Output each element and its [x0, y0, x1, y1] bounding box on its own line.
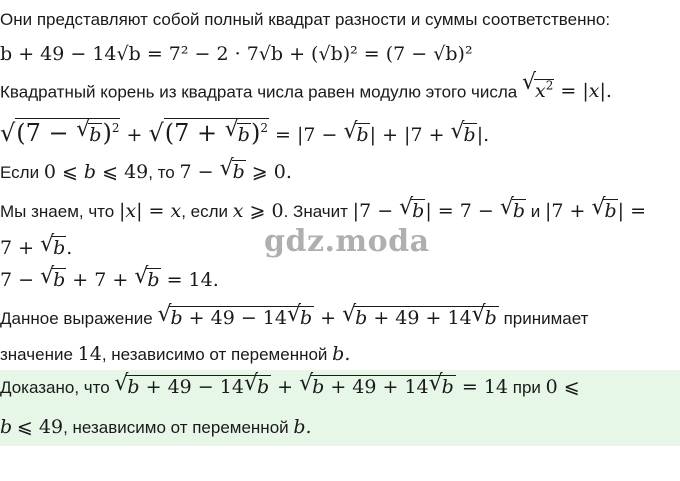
formula-line-7: 7 + √ b. — [0, 236, 72, 260]
formula-sqrt-x2: √ $x^2 = |x|$. — [522, 80, 612, 102]
text-line-11: Доказано, что √ b + 49 − 14√ b + √ b + 49 + 14√ b = 14 при 0 ⩽ — [0, 375, 580, 400]
formula-line-8: 7 − √ b + 7 + √ b = 14. — [0, 268, 219, 292]
text-line-6: Мы знаем, что |x| = x, если x ⩾ 0. Значит |7 − √ b| = 7 − √ b и |7 + √ b| = — [0, 199, 646, 224]
text-line-9: Данное выражение √ b + 49 − 14√ b + √ b + 49 + 14√ b принимает — [0, 306, 588, 331]
text-line-1 — [0, 8, 610, 32]
text-line-10: значение 14, независимо от переменной b. — [0, 343, 351, 365]
text-line-3: Квадратный корень из квадрата числа равен модулю этого числа √ $x^2 = |x|$. — [0, 74, 612, 104]
cut-off-formula-line — [0, 36, 680, 66]
watermark-logo: gdz.moda — [264, 224, 430, 259]
formula-partial: b + 49 − 14√b = 7² − 2 · 7√b + (√b)² = (7 − √b)² — [0, 43, 473, 65]
text-line-12: b ⩽ 49, независимо от переменной b. — [0, 416, 312, 438]
sentence: Они представляют собой полный квадрат разности и суммы соответственно: — [0, 10, 611, 29]
text-line-5: Если 0 ⩽ b ⩽ 49, то 7 − √ b ⩾ 0. — [0, 160, 292, 185]
formula-line-4: √(7 − √ b)$^2$ + √(7 + √ b)$^2$ = |7 − √ b| + |7 + √ b|. — [0, 116, 489, 147]
